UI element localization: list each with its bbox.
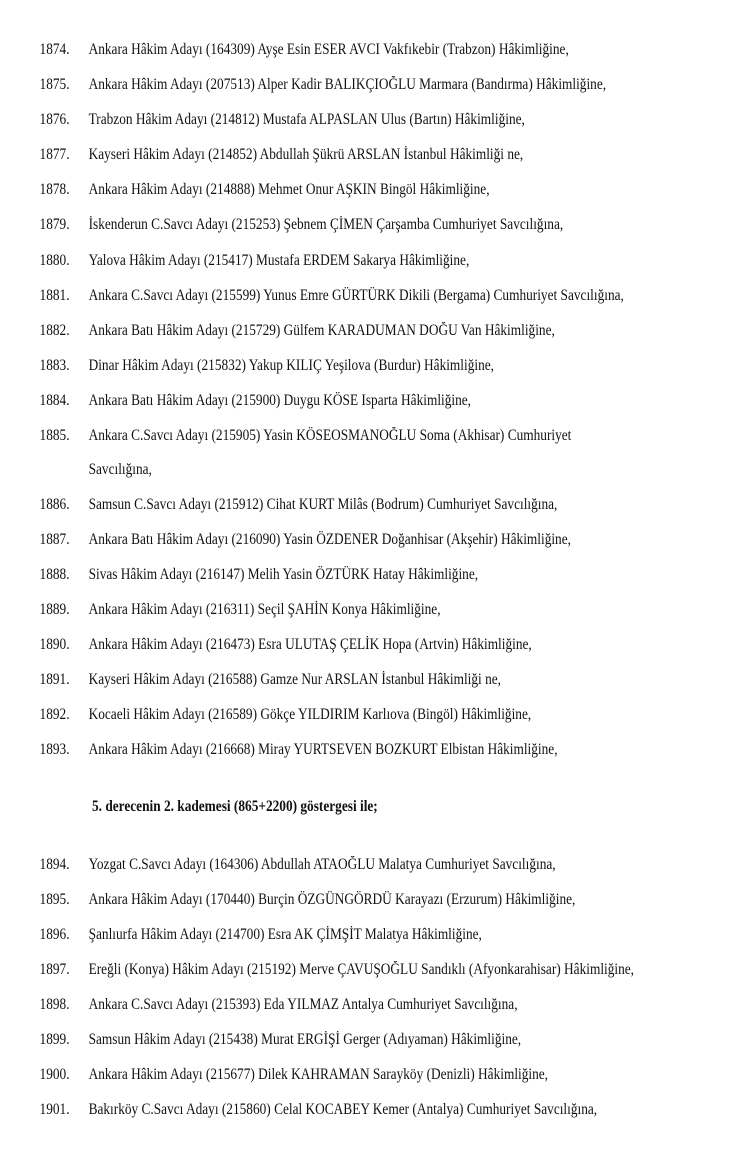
item-number: 1899. <box>39 1031 70 1048</box>
item-text: Ankara C.Savcı Adayı (215905) Yasin KÖSEOSMANOĞLU Soma (Akhisar) Cumhuriyet <box>88 427 572 444</box>
item-text: Ankara Hâkim Adayı (216668) Miray YURTSEVEN BOZKURT Elbistan Hâkimliğine, <box>88 741 558 758</box>
item-number: 1889. <box>39 601 70 618</box>
item-text: Yalova Hâkim Adayı (215417) Mustafa ERDEM Sakarya Hâkimliğine, <box>88 252 470 269</box>
item-number: 1895. <box>39 891 70 908</box>
item-text-continuation: Savcılığına, <box>88 461 152 478</box>
item-text: Ankara Batı Hâkim Adayı (215729) Gülfem KARADUMAN DOĞU Van Hâkimliğine, <box>88 322 555 339</box>
item-text: Ankara Hâkim Adayı (215677) Dilek KAHRAMAN Sarayköy (Denizli) Hâkimliğine, <box>88 1066 549 1083</box>
item-number: 1890. <box>39 636 70 653</box>
item-number: 1893. <box>39 741 70 758</box>
item-text: Ankara Hâkim Adayı (164309) Ayşe Esin ESER AVCI Vakfıkebir (Trabzon) Hâkimliğine, <box>88 41 569 58</box>
item-number: 1900. <box>39 1066 70 1083</box>
item-text: Dinar Hâkim Adayı (215832) Yakup KILIÇ Yeşilova (Burdur) Hâkimliğine, <box>88 357 495 374</box>
item-text: Bakırköy C.Savcı Adayı (215860) Celal KOCABEY Kemer (Antalya) Cumhuriyet Savcılığına, <box>88 1101 598 1118</box>
item-number: 1897. <box>39 961 70 978</box>
item-text: Trabzon Hâkim Adayı (214812) Mustafa ALPASLAN Ulus (Bartın) Hâkimliğine, <box>88 111 525 128</box>
item-number: 1892. <box>39 706 70 723</box>
item-text: Ankara Batı Hâkim Adayı (215900) Duygu KÖSE Isparta Hâkimliğine, <box>88 392 472 409</box>
item-number: 1898. <box>39 996 70 1013</box>
item-number: 1880. <box>39 252 70 269</box>
item-number: 1882. <box>39 322 70 339</box>
item-text: Şanlıurfa Hâkim Adayı (214700) Esra AK ÇİMŞİT Malatya Hâkimliğine, <box>88 926 482 943</box>
item-text: Kocaeli Hâkim Adayı (216589) Gökçe YILDIRIM Karlıova (Bingöl) Hâkimliğine, <box>88 706 532 723</box>
item-text: Ankara C.Savcı Adayı (215599) Yunus Emre GÜRTÜRK Dikili (Bergama) Cumhuriyet Savcılığına, <box>88 287 624 304</box>
item-text: Ankara Hâkim Adayı (207513) Alper Kadir BALIKÇIOĞLU Marmara (Bandırma) Hâkimliğine, <box>88 76 607 93</box>
item-number: 1878. <box>39 181 70 198</box>
item-text: Kayseri Hâkim Adayı (216588) Gamze Nur ARSLAN İstanbul Hâkimliği ne, <box>88 671 502 688</box>
item-text: Ankara Hâkim Adayı (214888) Mehmet Onur AŞKIN Bingöl Hâkimliğine, <box>88 181 490 198</box>
item-number: 1876. <box>39 111 70 128</box>
item-text: İskenderun C.Savcı Adayı (215253) Şebnem ÇİMEN Çarşamba Cumhuriyet Savcılığına, <box>88 216 564 233</box>
item-number: 1887. <box>39 531 70 548</box>
item-text: Ankara Hâkim Adayı (216473) Esra ULUTAŞ ÇELİK Hopa (Artvin) Hâkimliğine, <box>88 636 532 653</box>
item-text: Ankara Hâkim Adayı (216311) Seçil ŞAHİN Konya Hâkimliğine, <box>88 601 441 618</box>
item-number: 1875. <box>39 76 70 93</box>
item-number: 1886. <box>39 496 70 513</box>
item-number: 1901. <box>39 1101 70 1118</box>
item-number: 1883. <box>39 357 70 374</box>
item-number: 1888. <box>39 566 70 583</box>
item-number: 1874. <box>39 41 70 58</box>
item-number: 1896. <box>39 926 70 943</box>
item-number: 1877. <box>39 146 70 163</box>
item-text: Ereğli (Konya) Hâkim Adayı (215192) Merve ÇAVUŞOĞLU Sandıklı (Afyonkarahisar) Hâkimliğine, <box>88 961 635 978</box>
item-number: 1891. <box>39 671 70 688</box>
item-number: 1885. <box>39 427 70 444</box>
item-text: Ankara Batı Hâkim Adayı (216090) Yasin ÖZDENER Doğanhisar (Akşehir) Hâkimliğine, <box>88 531 571 548</box>
item-text: Yozgat C.Savcı Adayı (164306) Abdullah ATAOĞLU Malatya Cumhuriyet Savcılığına, <box>88 856 556 873</box>
item-text: Samsun Hâkim Adayı (215438) Murat ERGİŞİ Gerger (Adıyaman) Hâkimliğine, <box>88 1031 522 1048</box>
item-number: 1879. <box>39 216 70 233</box>
item-number: 1881. <box>39 287 70 304</box>
item-text: Samsun C.Savcı Adayı (215912) Cihat KURT Milâs (Bodrum) Cumhuriyet Savcılığına, <box>88 496 558 513</box>
item-text: Ankara Hâkim Adayı (170440) Burçin ÖZGÜNGÖRDÜ Karayazı (Erzurum) Hâkimliğine, <box>88 891 576 908</box>
item-text: Sivas Hâkim Adayı (216147) Melih Yasin ÖZTÜRK Hatay Hâkimliğine, <box>88 566 479 583</box>
item-number: 1884. <box>39 392 70 409</box>
item-text: Kayseri Hâkim Adayı (214852) Abdullah Şükrü ARSLAN İstanbul Hâkimliği ne, <box>88 146 524 163</box>
item-number: 1894. <box>39 856 70 873</box>
item-text: Ankara C.Savcı Adayı (215393) Eda YILMAZ Antalya Cumhuriyet Savcılığına, <box>88 996 518 1013</box>
section-heading: 5. derecenin 2. kademesi (865+2200) göstergesi ile; <box>92 798 378 815</box>
